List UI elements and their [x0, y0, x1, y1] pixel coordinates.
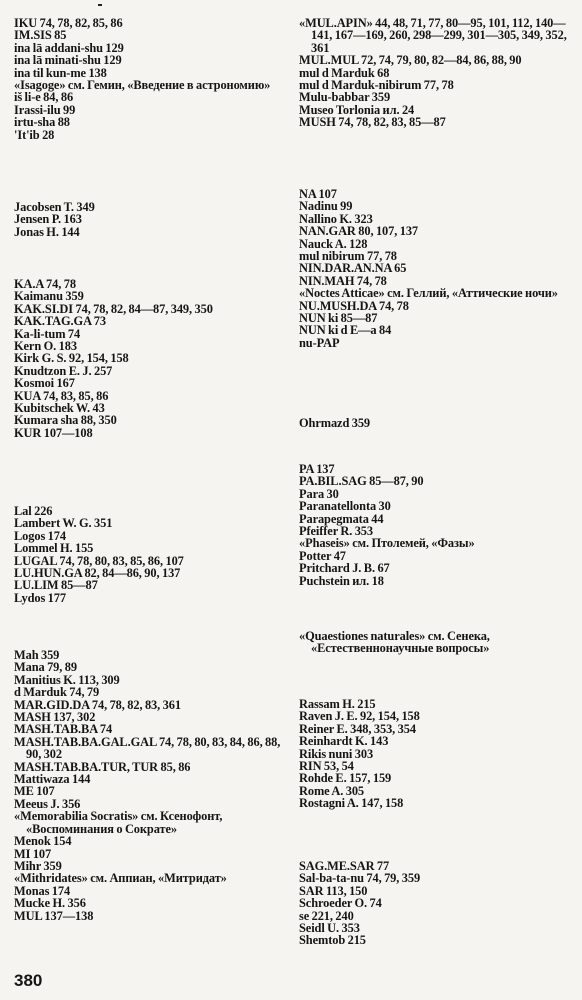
index-entry: Seidl U. 353 — [299, 921, 360, 936]
index-entry: MASH.TAB.BA 74 — [14, 722, 113, 737]
index-entry: IM.SIS 85 — [14, 28, 67, 43]
index-group-n — [299, 188, 567, 349]
index-entry: Monas 174 — [14, 883, 71, 898]
index-entry: MI 107 — [14, 846, 52, 861]
index-entry: Mattiwaza 144 — [14, 772, 91, 787]
index-entry: Knudtzon E. J. 257 — [14, 363, 113, 378]
index-entry: mul d Marduk 68 — [299, 65, 390, 80]
index-entry: Nadinu 99 — [299, 199, 353, 214]
index-entry: Ohrmazd 359 — [299, 416, 371, 430]
index-entry: Mah 359 — [14, 648, 60, 662]
index-entry: ina lā addani-shu 129 — [14, 40, 124, 55]
index-entry: «Noctes Atticae» см. Геллий, «Аттические ночи» — [299, 286, 558, 301]
index-entry: MASH.TAB.BA.TUR, TUR 85, 86 — [14, 759, 191, 774]
index-entry: Schroeder O. 74 — [299, 896, 382, 911]
index-entry: Parapegmata 44 — [299, 511, 384, 526]
index-entry: Puchstein ил. 18 — [299, 573, 384, 588]
index-entry: MASH.TAB.BA.GAL.GAL 74, 78, 80, 83, 84, 86, 88, 90, 302 — [14, 734, 281, 762]
index-entry: Rome A. 305 — [299, 783, 365, 798]
index-entry: Sal-ba-ta-nu 74, 79, 359 — [299, 871, 421, 886]
index-entry: Kumara sha 88, 350 — [14, 413, 117, 428]
index-entry: Kern O. 183 — [14, 339, 77, 354]
index-entry: Jonas H. 144 — [14, 224, 80, 239]
index-entry: ME 107 — [14, 784, 55, 799]
index-entry: KUR 107—108 — [14, 425, 93, 440]
index-entry: Pritchard J. B. 67 — [299, 561, 390, 576]
index-entry: Mucke H. 356 — [14, 896, 86, 911]
index-entry: Reinhardt K. 143 — [299, 734, 389, 749]
index-entry: NUN ki d E—a 84 — [299, 323, 392, 338]
index-group-m — [14, 649, 282, 922]
index-entry: Logos 174 — [14, 528, 66, 543]
index-entry: SAG.ME.SAR 77 — [299, 859, 390, 873]
index-entry: Lydos 177 — [14, 590, 66, 605]
index-group-k — [14, 278, 282, 439]
index-entry: NIN.MAH 74, 78 — [299, 273, 387, 288]
index-entry: Manitius K. 113, 309 — [14, 672, 120, 687]
index-group-r — [299, 698, 567, 810]
index-entry: «MUL.APIN» 44, 48, 71, 77, 80—95, 101, 112, 140—141, 167—169, 260, 298—299, 301—305, 349, 352, 361 — [299, 16, 567, 55]
index-entry: Lambert W. G. 351 — [14, 516, 113, 531]
index-group-s — [299, 860, 567, 947]
index-entry: irtu-sha 88 — [14, 115, 70, 130]
index-entry: KAK.TAG.GA 73 — [14, 314, 106, 329]
index-entry: 'It'ib 28 — [14, 127, 55, 142]
index-entry: MUL.MUL 72, 74, 79, 80, 82—84, 86, 88, 90 — [299, 53, 522, 68]
page-number: 380 — [14, 971, 43, 990]
index-entry: Mana 79, 89 — [14, 660, 77, 675]
index-entry: Rassam H. 215 — [299, 697, 376, 711]
index-entry: Pfeiffer R. 353 — [299, 524, 373, 539]
index-entry: d Marduk 74, 79 — [14, 685, 100, 700]
index-entry: Kubitschek W. 43 — [14, 401, 105, 416]
index-entry: nu-PAP — [299, 335, 340, 350]
index-group-o — [299, 417, 567, 429]
index-entry: PA.BIL.SAG 85—87, 90 — [299, 474, 424, 489]
index-group-j — [14, 201, 282, 238]
index-entry: NA 107 — [299, 187, 337, 201]
index-entry: Nallino K. 323 — [299, 211, 373, 226]
index-entry: KA.A 74, 78 — [14, 277, 76, 291]
index-entry: KUA 74, 83, 85, 86 — [14, 388, 109, 403]
index-entry: IKU 74, 78, 82, 85, 86 — [14, 16, 123, 30]
index-entry: SAR 113, 150 — [299, 883, 368, 898]
index-entry: «Memorabilia Socratis» см. Ксенофонт, «Воспоминания о Сократе» — [14, 809, 223, 836]
index-entry: Kosmoi 167 — [14, 376, 75, 391]
index-entry: Reiner E. 348, 353, 354 — [299, 721, 416, 736]
index-entry: KAK.SI.DI 74, 78, 82, 84—87, 349, 350 — [14, 301, 213, 316]
index-entry: Lommel H. 155 — [14, 541, 94, 556]
index-entry: Menok 154 — [14, 834, 72, 849]
index-entry: Kaimanu 359 — [14, 289, 84, 304]
index-entry: LUGAL 74, 78, 80, 83, 85, 86, 107 — [14, 553, 184, 568]
index-entry: MASH 137, 302 — [14, 710, 96, 725]
index-entry: LU.HUN.GA 82, 84—86, 90, 137 — [14, 566, 181, 581]
index-entry: MUSH 74, 78, 82, 83, 85—87 — [299, 115, 446, 130]
index-group-mul — [299, 17, 567, 129]
index-entry: «Isagoge» см. Гемин, «Введение в астрономию» — [14, 78, 271, 93]
index-entry: «Quaestiones naturales» см. Сенека, «Естественнонаучные вопросы» — [299, 629, 490, 656]
index-entry: NU.MUSH.DA 74, 78 — [299, 298, 409, 313]
index-group-q — [299, 630, 567, 655]
index-entry: Ka-li-tum 74 — [14, 326, 81, 341]
index-entry: LU.LIM 85—87 — [14, 578, 98, 593]
index-entry: Para 30 — [299, 486, 339, 501]
index-entry: Raven J. E. 92, 154, 158 — [299, 709, 420, 724]
index-entry: Nauck A. 128 — [299, 236, 368, 251]
index-group-p — [299, 463, 567, 587]
index-entry: Mulu-babbar 359 — [299, 90, 391, 105]
index-entry: ina til kun-me 138 — [14, 65, 107, 80]
index-entry: «Mithridates» см. Аппиан, «Митридат» — [14, 871, 227, 886]
index-entry: MUL 137—138 — [14, 908, 94, 923]
index-entry: NIN.DAR.AN.NA 65 — [299, 261, 407, 276]
index-entry: Shemtob 215 — [299, 933, 366, 948]
index-entry: NUN ki 85—87 — [299, 311, 378, 326]
index-entry: mul d Marduk-nibirum 77, 78 — [299, 78, 454, 93]
index-entry: mul nibirum 77, 78 — [299, 249, 397, 264]
index-entry: Potter 47 — [299, 548, 346, 563]
index-entry: Rikis nuni 303 — [299, 746, 374, 761]
index-entry: «Phaseis» см. Птолемей, «Фазы» — [299, 536, 475, 551]
index-entry: Kirk G. S. 92, 154, 158 — [14, 351, 129, 366]
index-entry: RIN 53, 54 — [299, 759, 354, 774]
index-entry: Jacobsen T. 349 — [14, 200, 95, 214]
index-entry: iš li-e 84, 86 — [14, 90, 74, 105]
index-entry: Irassi-ilu 99 — [14, 102, 76, 117]
index-entry: MAR.GID.DA 74, 78, 82, 83, 361 — [14, 697, 181, 712]
index-entry: se 221, 240 — [299, 908, 354, 923]
index-entry: NAN.GAR 80, 107, 137 — [299, 224, 419, 239]
index-entry: Museo Torlonia ил. 24 — [299, 102, 415, 117]
index-entry: Paranatellonta 30 — [299, 499, 391, 514]
index-entry: Meeus J. 356 — [14, 796, 81, 811]
index-entry: ina lā minati-shu 129 — [14, 53, 122, 68]
index-entry: PA 137 — [299, 462, 335, 476]
index-entry: Lal 226 — [14, 504, 53, 518]
index-entry: Mihr 359 — [14, 858, 62, 873]
index-entry: Jensen P. 163 — [14, 212, 82, 227]
index-group-l — [14, 505, 282, 604]
index-group-i — [14, 17, 282, 141]
index-entry: Rohde E. 157, 159 — [299, 771, 392, 786]
index-entry: Rostagni A. 147, 158 — [299, 796, 404, 811]
stray-mark — [98, 4, 102, 6]
